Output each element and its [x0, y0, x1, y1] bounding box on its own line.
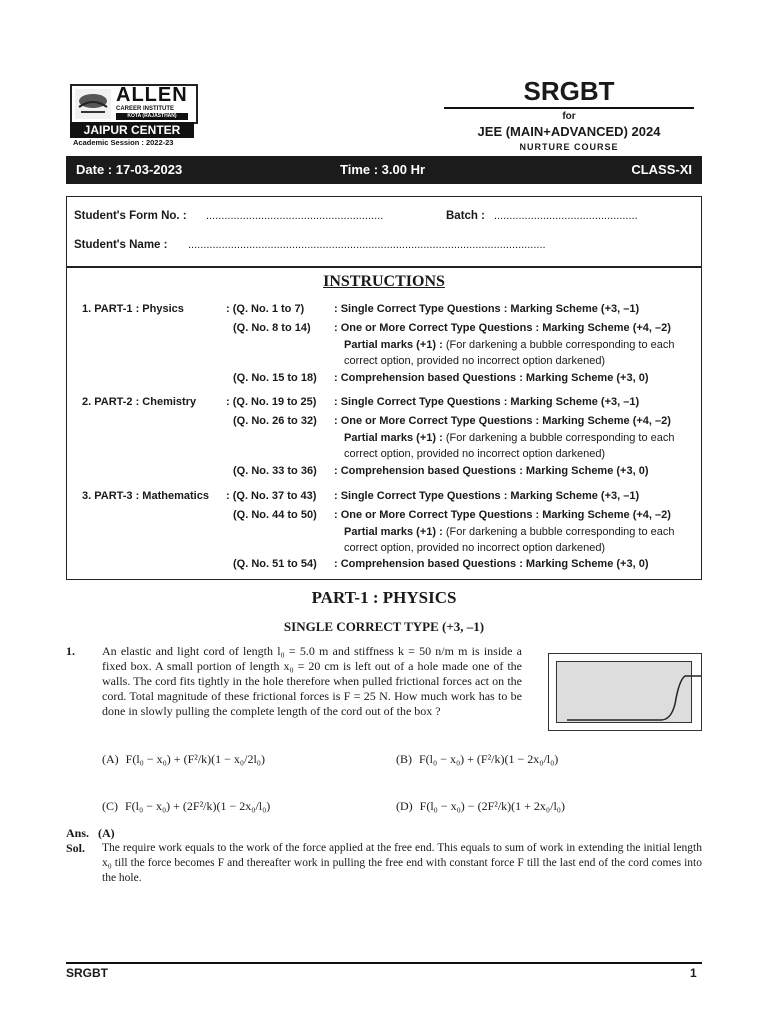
exam-class: CLASS-XI	[631, 162, 692, 177]
footer-divider	[66, 962, 702, 964]
answer-label: Ans.	[66, 826, 90, 840]
student-details-box	[66, 196, 702, 580]
instruction-type: : Single Correct Type Questions : Marking Scheme (+3, –1)	[334, 490, 640, 502]
logo-center: JAIPUR CENTER	[70, 122, 194, 138]
logo-city: KOTA (RAJASTHAN)	[116, 113, 188, 120]
partial-marks-label: Partial marks (+1) :	[344, 339, 443, 351]
instruction-type: : Single Correct Type Questions : Marking Scheme (+3, –1)	[334, 303, 640, 315]
answer-value: (A)	[98, 826, 115, 840]
instruction-part-label: 3. PART-3 : Mathematics	[82, 490, 209, 502]
instruction-range: (Q. No. 15 to 18)	[233, 372, 317, 384]
instruction-range: (Q. No. 33 to 36)	[233, 465, 317, 477]
instruction-part-label: 2. PART-2 : Chemistry	[82, 396, 197, 408]
page-title: SRGBT	[523, 76, 615, 106]
instruction-type: : One or More Correct Type Questions : Marking Scheme (+4, –2)	[334, 322, 671, 334]
batch-field[interactable]: ...............................................	[494, 210, 638, 222]
exam-date: Date : 17-03-2023	[76, 162, 183, 177]
course-name: NURTURE COURSE	[519, 142, 619, 152]
exam-time: Time : 3.00 Hr	[340, 162, 426, 177]
instruction-range: (Q. No. 44 to 50)	[233, 509, 317, 521]
instruction-range: (Q. No. 26 to 32)	[233, 415, 317, 427]
instruction-type: : Comprehension based Questions : Marking Scheme (+3, 0)	[334, 465, 649, 477]
option-c-label: (C)	[102, 799, 118, 813]
option-c[interactable]	[102, 799, 270, 814]
partial-marks-text: correct option, provided no incorrect option darkened)	[344, 448, 606, 460]
student-name-field[interactable]: .....................................................................................................................	[188, 239, 546, 251]
form-no-field[interactable]: ..........................................................	[206, 210, 384, 222]
header-for: for	[562, 111, 576, 122]
partial-marks-text: correct option, provided no incorrect option darkened)	[344, 542, 606, 554]
option-d-expr: F(l₀ − x₀) − (2F²/k)(1 + 2x₀/l₀)	[419, 799, 565, 813]
section-title: SINGLE CORRECT TYPE (+3, –1)	[283, 619, 485, 634]
answer-line	[66, 826, 115, 841]
partial-marks-text: (For darkening a bubble corresponding to each	[445, 526, 675, 538]
allen-logo	[70, 84, 194, 150]
question-number: 1.	[66, 644, 75, 658]
logo-institute: CAREER INSTITUTE	[116, 106, 175, 112]
instruction-range: : (Q. No. 37 to 43)	[226, 490, 317, 502]
option-c-expr: F(l₀ − x₀) + (2F²/k)(1 − 2x₀/l₀)	[125, 799, 271, 813]
instruction-part-label: 1. PART-1 : Physics	[82, 303, 184, 315]
student-name-label: Student's Name :	[74, 239, 168, 251]
solution-text: The require work equals to the work of the force applied at the free end. This equals to sum of work in extending the initial length x₀ till the force becomes F and thereafter work in pulling the free end with constant force F till the last end of the cord comes into the hole.	[102, 842, 702, 884]
instruction-range: (Q. No. 8 to 14)	[233, 322, 311, 334]
partial-marks-text: correct option, provided no incorrect option darkened)	[344, 355, 606, 367]
form-no-label: Student's Form No. :	[74, 210, 187, 222]
form-divider	[66, 266, 702, 268]
instruction-type: : Comprehension based Questions : Marking Scheme (+3, 0)	[334, 372, 649, 384]
option-b[interactable]	[396, 752, 558, 767]
partial-marks-label: Partial marks (+1) :	[344, 526, 443, 538]
question-text: An elastic and light cord of length l₀ = 5.0 m and stiffness k = 50 n/m m is inside a fixed box. A small portion of length x₀ = 20 cm is left out of a hole made one of the walls. The cord fits tightly in the hole therefore when pulled frictional forces act on the cord. Total magnitude of these frictional forces is F = 25 N. How much work has to be done in slowly pulling the complete length of the cord out of the box ?	[102, 644, 522, 718]
instruction-type: : One or More Correct Type Questions : Marking Scheme (+4, –2)	[334, 415, 671, 427]
instruction-range: : (Q. No. 1 to 7)	[226, 303, 305, 315]
instruction-type: : Comprehension based Questions : Marking Scheme (+3, 0)	[334, 558, 649, 570]
instruction-range: (Q. No. 51 to 54)	[233, 558, 317, 570]
cord-box-figure	[548, 653, 702, 731]
logo-emblem-icon	[75, 89, 111, 119]
instruction-type: : One or More Correct Type Questions : Marking Scheme (+4, –2)	[334, 509, 671, 521]
logo-frame	[70, 84, 198, 124]
instruction-type: : Single Correct Type Questions : Marking Scheme (+3, –1)	[334, 396, 640, 408]
solution-label: Sol.	[66, 841, 86, 855]
title-divider	[444, 107, 694, 109]
option-d[interactable]	[396, 799, 565, 814]
instructions-title: INSTRUCTIONS	[323, 273, 445, 290]
instruction-range: : (Q. No. 19 to 25)	[226, 396, 317, 408]
option-a[interactable]	[102, 752, 265, 767]
option-b-label: (B)	[396, 752, 412, 766]
option-a-label: (A)	[102, 752, 119, 766]
footer-title: SRGBT	[66, 966, 108, 980]
exam-info-bar	[66, 156, 702, 184]
partial-marks-text: (For darkening a bubble corresponding to each	[445, 339, 675, 351]
option-a-expr: F(l₀ − x₀) + (F²/k)(1 − x₀/2l₀)	[125, 752, 265, 766]
academic-session: Academic Session : 2022-23	[73, 138, 174, 147]
page-number: 1	[690, 966, 697, 980]
option-d-label: (D)	[396, 799, 413, 813]
part-title: PART-1 : PHYSICS	[311, 588, 457, 607]
batch-label: Batch :	[446, 210, 485, 222]
partial-marks-label: Partial marks (+1) :	[344, 432, 443, 444]
partial-marks-text: (For darkening a bubble corresponding to each	[445, 432, 675, 444]
option-b-expr: F(l₀ − x₀) + (F²/k)(1 − 2x₀/l₀)	[419, 752, 559, 766]
cord-curve-icon	[549, 654, 701, 730]
logo-brand: ALLEN	[116, 84, 188, 106]
exam-name: JEE (MAIN+ADVANCED) 2024	[477, 124, 661, 139]
